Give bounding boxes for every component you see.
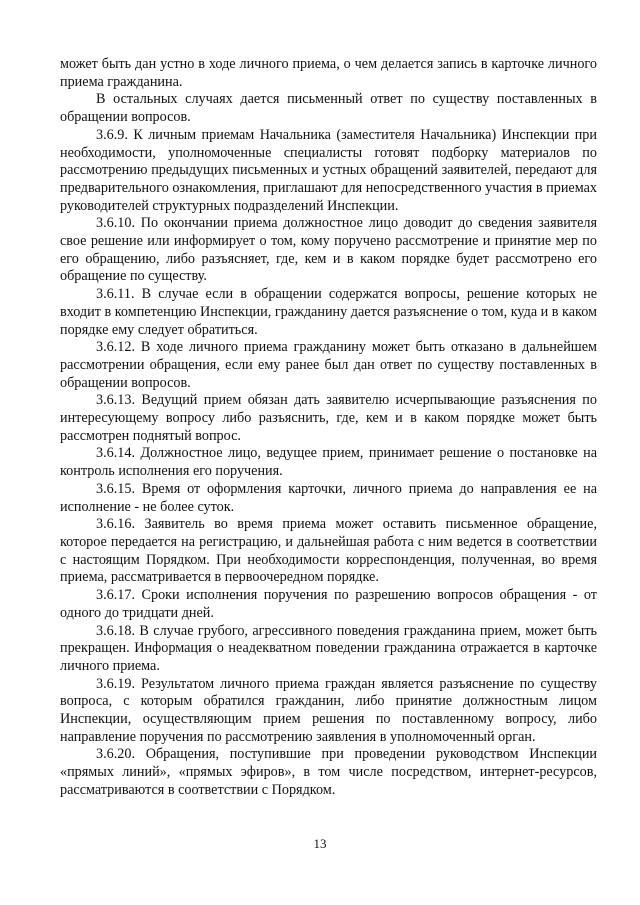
document-body (60, 56, 597, 800)
paragraph: В остальных случаях дается письменный ответ по существу поставленных в обращении вопросов. (60, 91, 597, 126)
paragraph-3-6-10: 3.6.10. По окончании приема должностное лицо доводит до сведения заявителя свое решение или информирует о том, кому поручено рассмотрение и принятие мер по его обращению, либо разъясняет, где, кем и в каком порядке будет рассмотрено его обращение по существу. (60, 215, 597, 285)
paragraph-3-6-16: 3.6.16. Заявитель во время приема может оставить письменное обращение, которое передается на регистрацию, и дальнейшая работа с ним ведется в соответствии с настоящим Порядком. При необходимости корреспонденция, полученная, во время приема, рассматривается в первоочередном порядке. (60, 516, 597, 586)
paragraph-3-6-18: 3.6.18. В случае грубого, агрессивного поведения гражданина прием, может быть прекращен. Информация о неадекватном поведении гражданина отражается в карточке личного приема. (60, 622, 597, 674)
paragraph-continuation: может быть дан устно в ходе личного приема, о чем делается запись в карточке личного приема гражданина. (60, 56, 597, 90)
paragraph-3-6-12: 3.6.12. В ходе личного приема гражданину может быть отказано в дальнейшем рассмотрении обращения, если ему ранее был дан ответ по существу поставленных в обращении вопросов. (60, 339, 597, 391)
paragraph-3-6-13: 3.6.13. Ведущий прием обязан дать заявителю исчерпывающие разъяснения по интересующему вопросу либо разъяснить, где, кем и в каком порядке может быть рассмотрен поднятый вопрос. (60, 392, 597, 444)
paragraph-3-6-20: 3.6.20. Обращения, поступившие при проведении руководством Инспекции «прямых линий», «прямых эфиров», в том числе посредством, интернет-ресурсов, рассматриваются в соответствии с Порядком. (60, 746, 597, 798)
paragraph-3-6-19: 3.6.19. Результатом личного приема граждан является разъяснение по существу вопроса, с которым обратился гражданин, либо принятие должностным лицом Инспекции, осуществляющим прием решения по поставленному вопросу, либо направление поручения по рассмотрению заявления в уполномоченный орган. (60, 675, 597, 745)
page-number: 13 (313, 836, 327, 851)
paragraph-3-6-14: 3.6.14. Должностное лицо, ведущее прием, принимает решение о постановке на контроль исполнения его поручения. (60, 445, 597, 480)
paragraph-3-6-17: 3.6.17. Сроки исполнения поручения по разрешению вопросов обращения - от одного до тридцати дней. (60, 587, 597, 621)
paragraph-3-6-9: 3.6.9. К личным приемам Начальника (заместителя Начальника) Инспекции при необходимости, уполномоченные специалисты готовят подборку материалов по рассмотрению предыдущих письменных и устных обращений заявителей, передают для предварительного ознакомления, приглашают для непосредственного участия в приемах руководителей структурных подразделений Инспекции. (60, 126, 597, 214)
paragraph-3-6-11: 3.6.11. В случае если в обращении содержатся вопросы, решение которых не входит в компетенцию Инспекции, гражданину дается разъяснение о том, куда и в каком порядке ему следует обратиться. (60, 286, 597, 338)
paragraph-3-6-15: 3.6.15. Время от оформления карточки, личного приема до направления ее на исполнение - не более суток. (60, 480, 597, 515)
